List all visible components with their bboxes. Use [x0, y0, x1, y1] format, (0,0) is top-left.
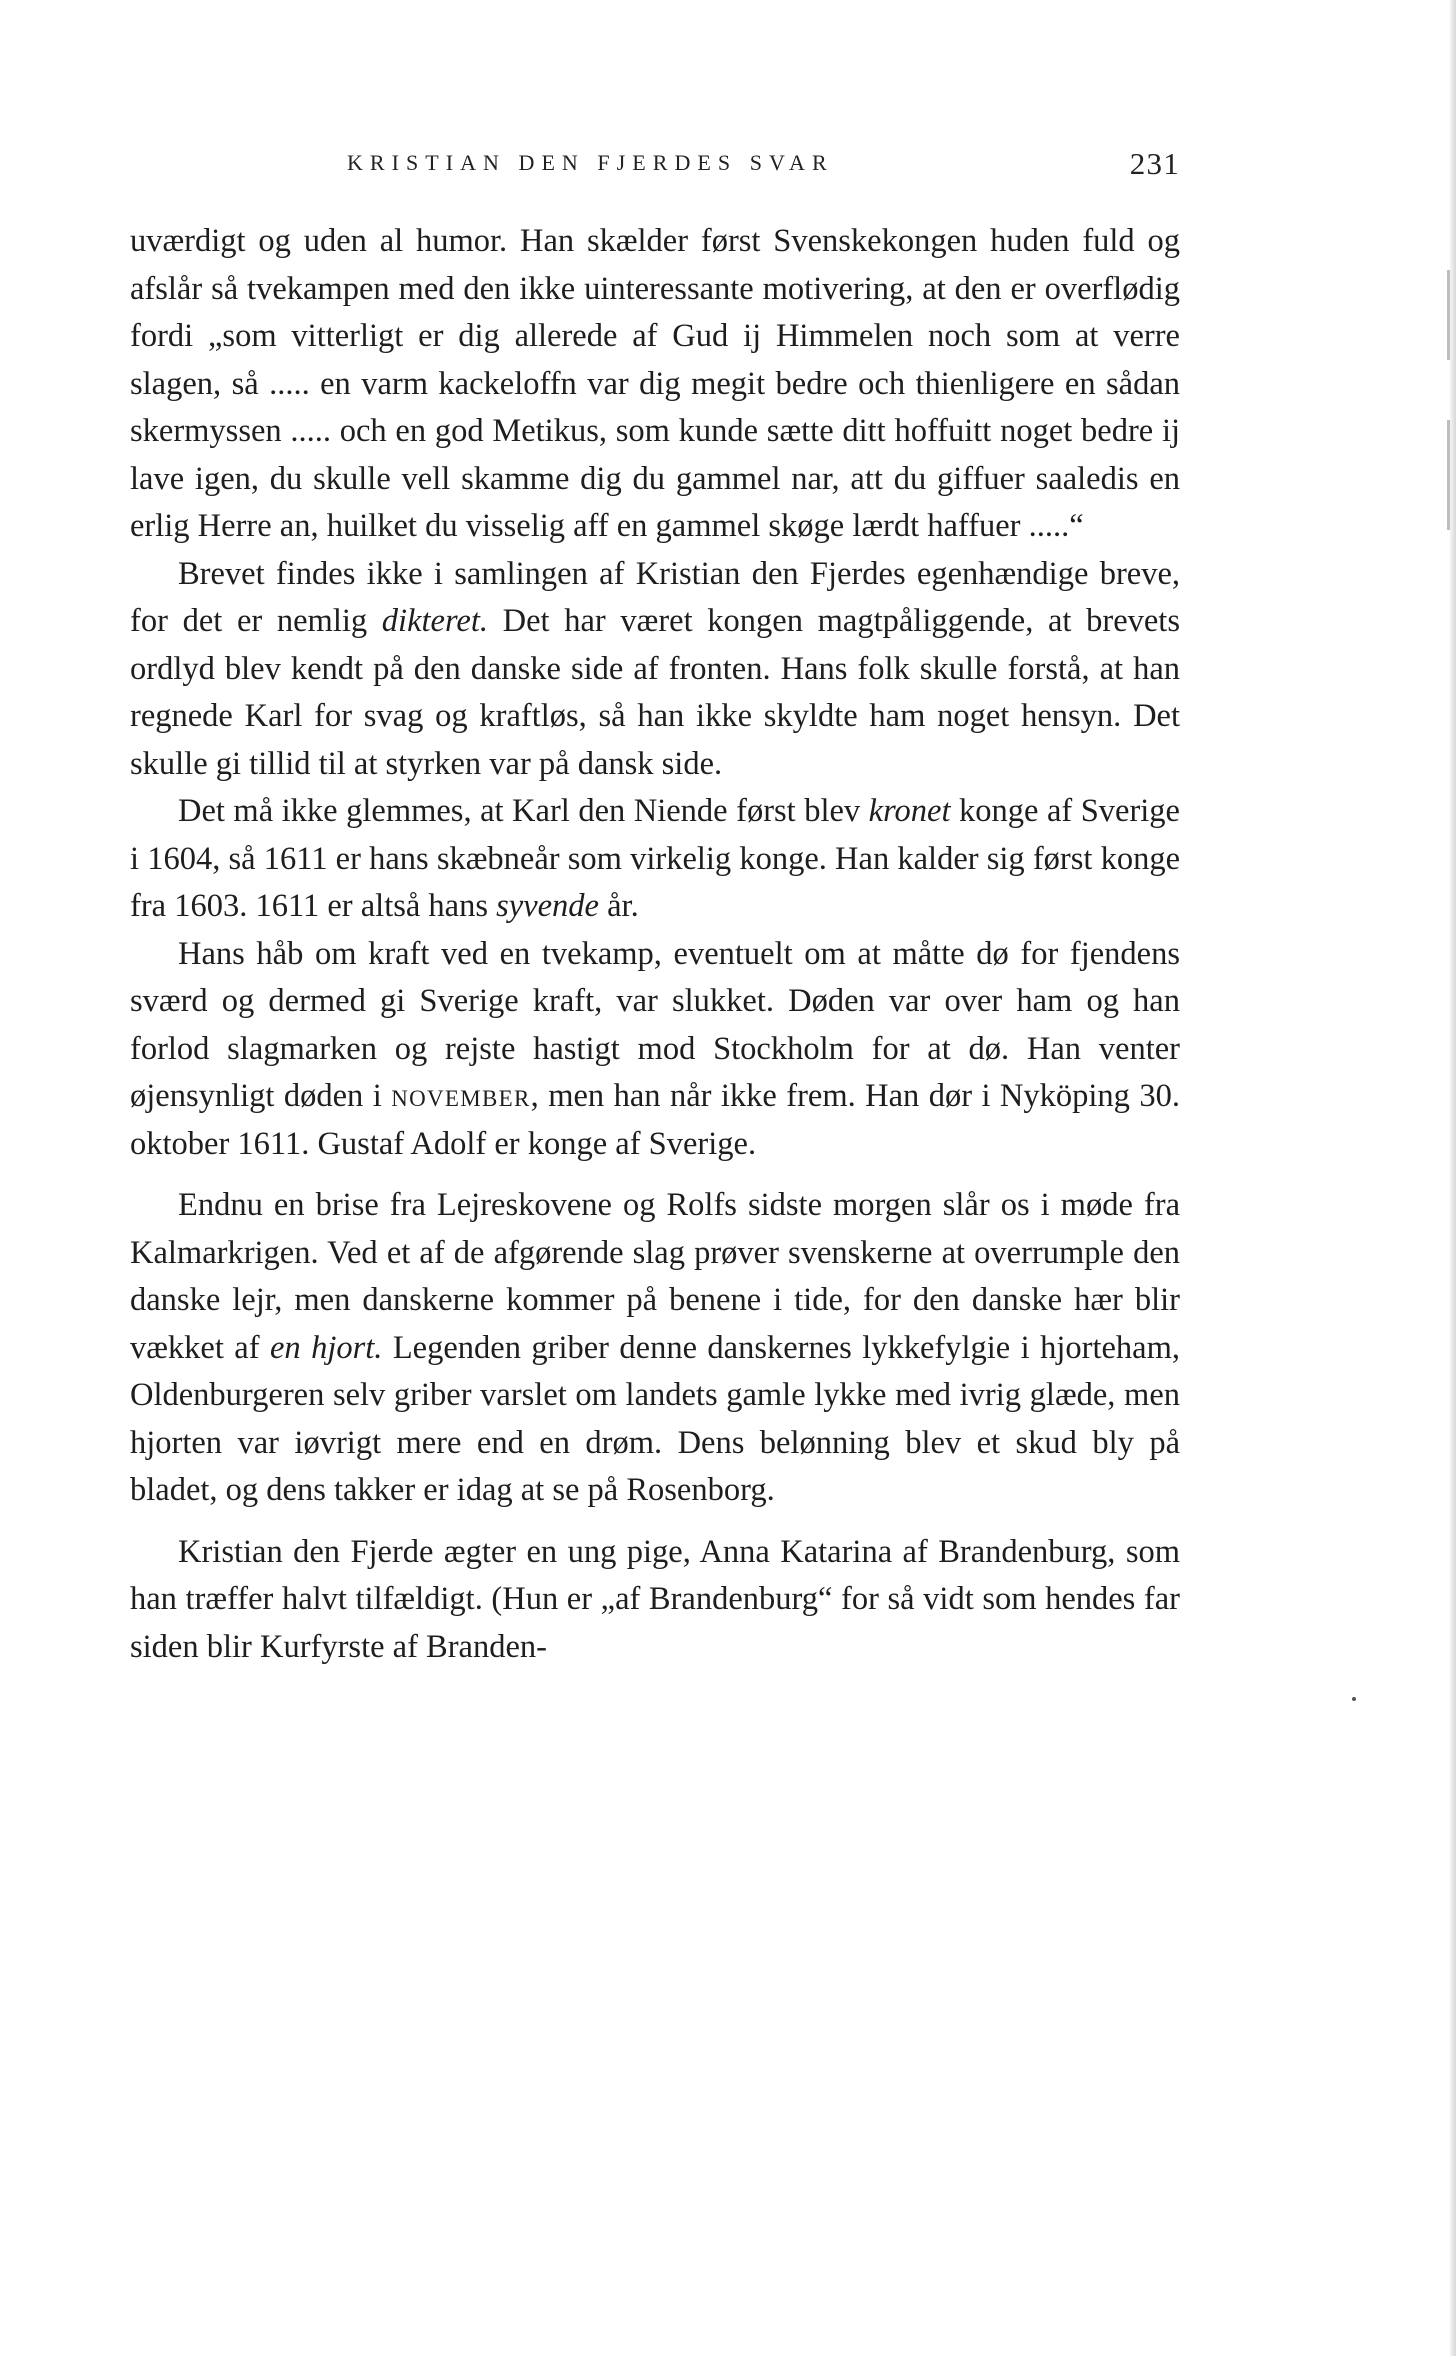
page-number: 231	[1129, 146, 1180, 181]
paragraph-5	[130, 1182, 1180, 1515]
margin-dot	[1352, 1697, 1356, 1701]
paragraph-5-text: Endnu en brise fra Lejreskovene og Rolfs sidste morgen slår os i møde fra Kalmarkrigen. Ved et af de afgørende slag prøver svenskerne at overrumple den danske lejr, men danskerne kommer på benene i tide, for den danske hær blir vækket af	[130, 1187, 1180, 1366]
body-text	[130, 218, 1180, 1671]
edge-mark	[1447, 270, 1450, 360]
paragraph-4-text: Hans håb om kraft ved en tvekamp, eventuelt om at måtte dø for fjendens sværd og dermed gi Sverige kraft, var slukket. Døden var over ham og han forlod slagmarken og rejste hastigt mod Stockholm for at dø. Han venter øjensynligt døden i	[130, 935, 1180, 1114]
paragraph-3-text: Det må ikke glemmes, at Karl den Niende først blev	[178, 793, 869, 829]
edge-mark	[1447, 420, 1450, 530]
paragraph-3-emphasis-2: syvende	[496, 888, 599, 924]
paragraph-3-emphasis: kronet	[868, 793, 951, 829]
paragraph-4-small-caps: november	[391, 1078, 531, 1114]
paragraph-5-emphasis: en hjort.	[269, 1329, 383, 1366]
running-head	[130, 146, 1180, 186]
paragraph-4-text-continued: , men han når ikke frem. Han dør i Nyköping 30. oktober 1611. Gustaf Adolf er konge af Sverige.	[130, 1078, 1180, 1162]
paragraph-3-text-end: år.	[598, 888, 639, 924]
paragraph-5-text-continued: Legenden griber denne danskernes lykkefylgie i hjorteham, Oldenburgeren selv griber varslet om landets gamle lykke med ivrig glæde, men hjorten var iøvrigt mere end en drøm. Dens belønning blev et skud bly på bladet, og dens takker er idag at se på Rosenborg.	[130, 1329, 1180, 1508]
paragraph-4	[130, 931, 1180, 1169]
paragraph-1: uværdigt og uden al humor. Han skælder først Svenskekongen huden fuld og afslår så tvekampen med den ikke uinteressante motivering, at den er overflødig fordi „som vitterligt er dig allerede af Gud ij Himmelen noch som at verre slagen, så ..... en varm kackeloffn var dig megit bedre och thienligere en sådan skermyssen ..... och en god Metikus, som kunde sætte ditt hoffuitt noget bedre ij lave igen, du skulle vell skamme dig du gammel nar, att du giffuer saaledis en erlig Herre an, huilket du visselig aff en gammel skøge lærdt haffuer .....“	[130, 223, 1180, 544]
page-edge-shadow	[1450, 0, 1456, 2356]
paragraph-6: Kristian den Fjerde ægter en ung pige, Anna Katarina af Brandenburg, som han træffer halvt tilfældigt. (Hun er „af Brandenburg“ for så vidt som hendes far siden blir Kurfyrste af Branden-	[130, 1533, 1180, 1665]
paragraph-3	[130, 788, 1180, 931]
running-title: KRISTIAN DEN FJERDES SVAR	[347, 150, 834, 175]
paragraph-2-text-continued: Det har været kongen magtpåliggende, at brevets ordlyd blev kendt på den danske side af fronten. Hans folk skulle forstå, at han regnede Karl for svag og kraftløs, så han ikke skyldte ham noget hensyn. Det skulle gi tillid til at styrken var på dansk side.	[130, 603, 1180, 782]
paragraph-2	[130, 551, 1180, 789]
paragraph-2-text: Brevet findes ikke i samlingen af Kristian den Fjerdes egenhændige breve, for det er nemlig	[130, 555, 1180, 639]
paragraph-3-text-continued: konge af Sverige i 1604, så 1611 er hans skæbneår som virkelig konge. Han kalder sig først konge fra 1603. 1611 er altså hans	[130, 793, 1180, 924]
paragraph-2-emphasis: dikteret.	[381, 603, 488, 639]
